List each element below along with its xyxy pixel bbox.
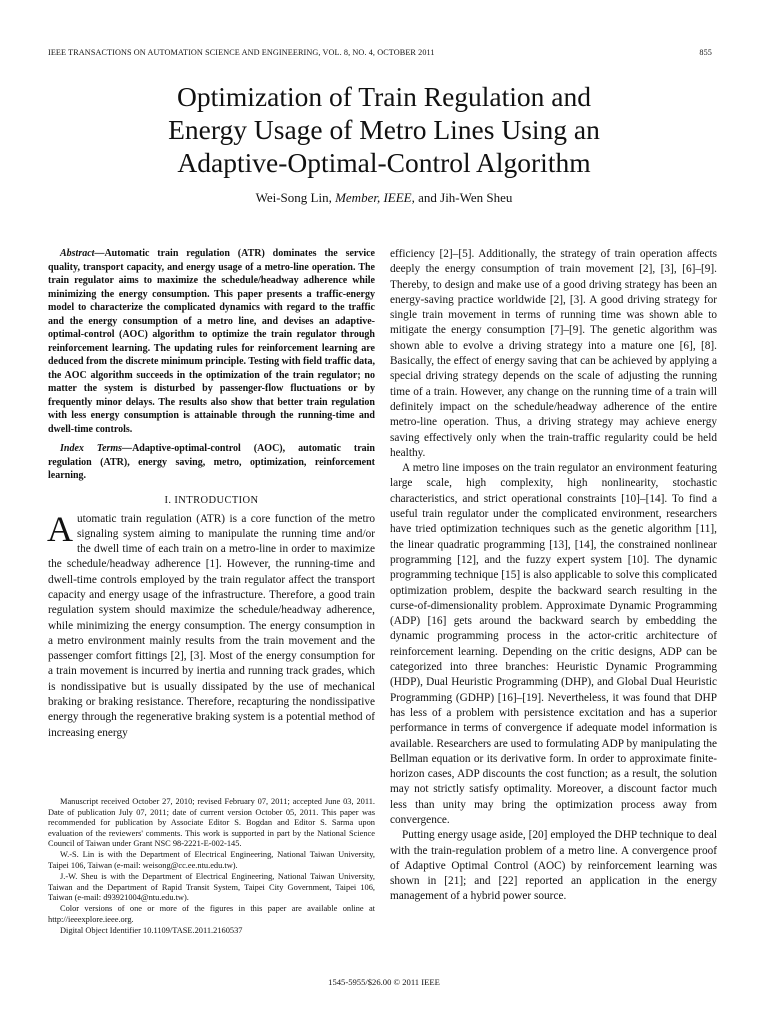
journal-name: IEEE TRANSACTIONS ON AUTOMATION SCIENCE AND ENGINEERING, VOL. 8, NO. 4, OCTOBER 2011 (48, 48, 435, 57)
paper-title (40, 80, 728, 179)
author-name: Wei-Song Lin, (255, 190, 332, 205)
left-column (48, 247, 375, 741)
title-line: Optimization of Train Regulation and (177, 81, 591, 112)
copyright-line: 1545-5955/$26.00 © 2011 IEEE (328, 977, 440, 987)
footnote-doi: Digital Object Identifier 10.1109/TASE.2011.2160537 (60, 926, 243, 936)
page-number: 855 (699, 48, 712, 57)
footnote-color: Color versions of one or more of the figures in this paper are available online at http://ieeexplore.ieee.org. (48, 904, 375, 925)
right-column (390, 247, 717, 905)
section-heading: I. INTRODUCTION (164, 494, 259, 506)
body-paragraph: A metro line imposes on the train regulator an environment featuring large scale, high complexity, high nonlinearity, stochastic characteristics, and strict operational constraints [10]–[14]. To find a useful train regulator under the complicated environment, researchers have tried optimization techniques such as the genetic algorithm [11], the linear quadratic programming [13], [14], the constrained nonlinear programming [12], and the fuzzy expert system [10]. The dynamic programming technique [15] is also applicable to solve this complicated optimization problem, despite the backward search resulting in the curse-of-dimensionality problem. Approximate Dynamic Programming (ADP) [16] gets around the backward search by embedding the dynamic programming process in the actor-critic architecture of reinforcement learning. Depending on the critic designs, ADP can be categorized into three branches: Heuristic Dynamic Programming (HDP), Dual Heuristic Programming (DHP), and Global Dual Heuristic Programming (GDHP) [16]–[19]. Nevertheless, it was found that DHP has less of a problem with persistence excitation and has a superior performance in terms of convergence if adequate model information is available. Researchers are used to formulating ADP by manipulating the Bellman equation or its derivative form. In order to approximate finite-horizon cases, ADP discounts the cost function; as a result, the solution may not strictly satisfy optimality. Moreover, a discount factor much less than unity may bring the optimization process away from convergence. (390, 462, 717, 826)
footnotes (48, 797, 375, 937)
author-conjunction: and (418, 190, 437, 205)
body-paragraph: efficiency [2]–[5]. Additionally, the strategy of train operation affects deeply the energy consumption of train movement [2], [3], [6]–[9]. Thereby, to design and make use of a good driving strategy has been an energy-saving practice worldwide [2], [3]. A good driving strategy for single train movement in terms of running time was shown able to mitigate the energy consumption [7]–[9]. The genetic algorithm was shown able to evolve a driving strategy into a mature one [6], [8]. Basically, the effect of energy saving that can be achieved by applying a special driving strategy depends on the scale of adjusting the running time of a train. However, any change on the running time of a train will definitely impact on the schedule/headway adherence of the entire metro-line operation. Thus, a driving strategy may achieve energy saving effectively only when the train-traffic regularity could be held healthy. (390, 248, 717, 459)
body-paragraph: Putting energy usage aside, [20] employed the DHP technique to deal with the train-regulation problem of a metro line. A convergence proof of Adaptive Optimal Control (AOC) by reinforcement learning was shown in [21]; and [22] reported an application in the energy management of a hybrid power source. (390, 829, 717, 903)
footnote-author1: W.-S. Lin is with the Department of Electrical Engineering, National Taiwan University, Taipei 106, Taiwan (e-mail: weisong@cc.ee.ntu.edu.tw). (48, 850, 375, 871)
footnote-manuscript: Manuscript received October 27, 2010; revised February 07, 2011; accepted June 03, 2011. Date of publication July 07, 2011; date of current version October 05, 2011. This paper was recommended for publication by Associate Editor S. Bogdan and Editor S. Sarma upon evaluation of the reviewers' comments. This work is supported in part by the National Science Council of Taiwan under Grant NSC 98-2221-E-002-145. (48, 797, 375, 849)
author-line (40, 190, 728, 206)
abstract-label: Abstract— (60, 248, 105, 259)
index-terms-label: Index Terms— (60, 443, 133, 454)
author-membership: Member, IEEE, (335, 190, 415, 205)
abstract-text: Automatic train regulation (ATR) dominates the service quality, transport capacity, and energy usage of a metro-line operation. The train regulator aims to maximize the schedule/headway adherence while minimizing the energy consumption. This paper presents a traffic-energy model to characterize the complicated dynamics with regard to the traffic and the energy consumption of a metro line, and devises an adaptive-optimal-control (AOC) algorithm to optimize the train regulator through reinforcement learning. The updating rules for reinforcement learning are deduced from the discrete minimum principle. Testing with field traffic data, the AOC algorithm succeeds in the optimization of the train regulator; no matter the system is disturbed by passenger-flow fluctuations or by frequently minor delays. The results also show that better train regulation with less energy consumption is attainable through the running-time and dwell-time controls. (48, 248, 375, 435)
abstract (48, 247, 375, 436)
author-name: Jih-Wen Sheu (440, 190, 513, 205)
footnote-author2: J.-W. Sheu is with the Department of Electrical Engineering, National Taiwan University, Taiwan and the Department of Rapid Transit System, Taipei City Government, Taipei 106, Taiwan (e-mail: d93921004@ntu.edu.tw). (48, 872, 375, 903)
running-head (48, 48, 712, 57)
title-line: Adaptive-Optimal-Control Algorithm (177, 147, 591, 178)
title-line: Energy Usage of Metro Lines Using an (168, 114, 600, 145)
index-terms-text: Adaptive-optimal-control (AOC), automatic train regulation (ATR), energy saving, metro, optimization, reinforcement learning. (48, 443, 375, 481)
intro-text: utomatic train regulation (ATR) is a core function of the metro signaling system aiming to manipulate the running time and/or the dwell time of each train on a metro-line in order to maximize the schedule/headway adherence [1]. However, the running-time and dwell-time controls employed by the train regulator affect the transport capacity and energy usage of the infrastructure. Therefore, a good train regulation system should maximize the schedule/headway adherence, while minimizing the energy consumption. The energy consumption in a metro environment mainly results from the train movement and the passenger comfort fittings [2], [3]. Most of the energy consumption for a train movement is incurred by inertia and running track grades, which is nondissipative but is usually dissipated by the use of mechanical braking or braking resistance. Therefore, recapturing the nondissipative energy through the regenerative braking system is a potential method of increasing energy (48, 512, 375, 739)
drop-cap: A (47, 508, 73, 549)
intro-paragraph (47, 508, 375, 741)
index-terms (48, 442, 375, 483)
